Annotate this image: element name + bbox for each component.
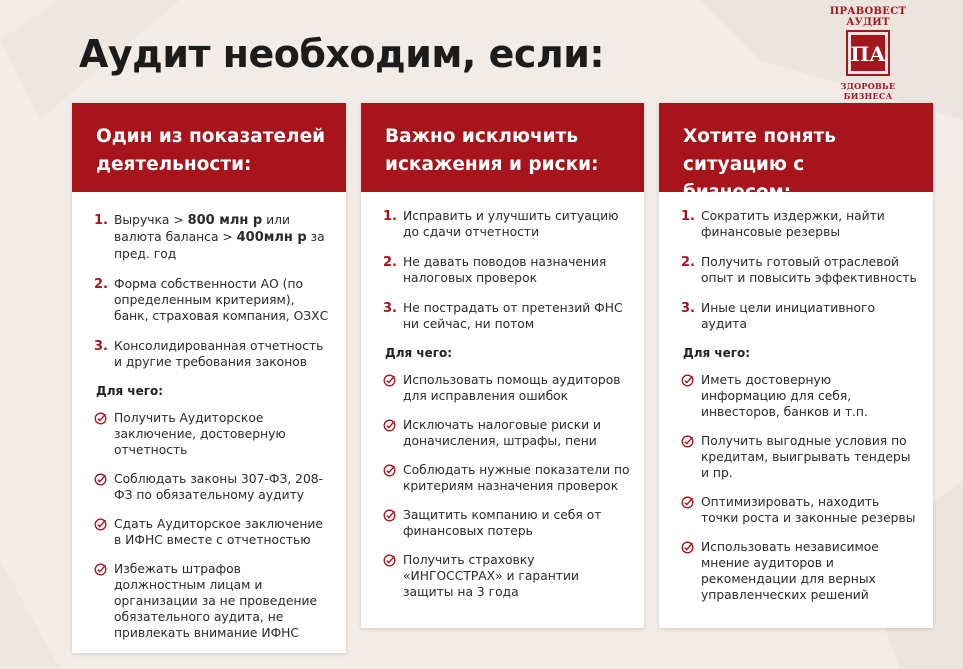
numbered-list bbox=[383, 208, 630, 332]
check-circle-icon bbox=[383, 462, 403, 494]
check-text: Иметь достоверную информацию для себя, инвесторов, банков и т.п. bbox=[701, 373, 868, 419]
check-circle-icon bbox=[94, 516, 114, 548]
check-item bbox=[94, 561, 332, 641]
check-circle-icon bbox=[94, 471, 114, 503]
check-text: Исключать налоговые риски и доначисления, штрафы, пени bbox=[403, 418, 601, 448]
check-circle-icon bbox=[94, 410, 114, 458]
check-text: Защитить компанию и себя от финансовых потерь bbox=[403, 508, 602, 538]
item-number: 3. bbox=[94, 339, 108, 354]
check-list bbox=[383, 372, 630, 600]
check-circle-icon bbox=[681, 494, 701, 526]
check-item bbox=[383, 462, 630, 494]
check-circle-icon bbox=[681, 372, 701, 420]
check-text: Использовать помощь аудиторов для исправления ошибок bbox=[403, 373, 621, 403]
card-header bbox=[72, 103, 346, 192]
check-text: Соблюдать нужные показатели по критериям назначения проверок bbox=[403, 463, 630, 493]
numbered-list bbox=[681, 208, 919, 332]
card-header bbox=[659, 103, 933, 203]
card-header bbox=[361, 103, 644, 192]
check-item bbox=[681, 433, 919, 481]
list-item bbox=[383, 254, 630, 286]
card-body bbox=[659, 192, 933, 603]
item-number: 2. bbox=[681, 255, 695, 270]
check-circle-icon bbox=[383, 507, 403, 539]
list-item bbox=[383, 208, 630, 240]
check-circle-icon bbox=[383, 552, 403, 600]
logo-mark-icon bbox=[846, 30, 890, 76]
for-what-label: Для чего: bbox=[683, 346, 751, 360]
card-body bbox=[361, 192, 644, 600]
check-text: Сдать Аудиторское заключение в ИФНС вместе с отчетностью bbox=[114, 517, 323, 547]
item-text: Не давать поводов назначения налоговых проверок bbox=[403, 255, 607, 285]
check-text: Получить страховку «ИНГОССТРАХ» и гарантии защиты на 3 года bbox=[403, 553, 579, 599]
list-item bbox=[94, 338, 332, 370]
check-item bbox=[94, 471, 332, 503]
card-indicators bbox=[72, 103, 346, 653]
numbered-list bbox=[94, 212, 332, 370]
item-text: Форма собственности АО (по определенным критериям), банк, страховая компания, ОЗХС bbox=[114, 277, 329, 323]
logo-line-2: АУДИТ bbox=[846, 17, 890, 28]
check-item bbox=[94, 410, 332, 458]
list-item bbox=[94, 212, 332, 262]
item-number: 1. bbox=[681, 209, 695, 224]
item-text: Исправить и улучшить ситуацию до сдачи отчетности bbox=[403, 209, 619, 239]
check-circle-icon bbox=[681, 539, 701, 603]
card-header-line: деятельности: bbox=[96, 154, 252, 175]
check-list bbox=[681, 372, 919, 603]
check-text: Оптимизировать, находить точки роста и законные резервы bbox=[701, 495, 916, 525]
check-item bbox=[94, 516, 332, 548]
check-text: Соблюдать законы 307-ФЗ, 208-ФЗ по обязательному аудиту bbox=[114, 472, 324, 502]
item-text: Получить готовый отраслевой опыт и повысить эффективность bbox=[701, 255, 917, 285]
for-what-label: Для чего: bbox=[96, 384, 164, 398]
check-text: Избежать штрафов должностным лицам и организации за не проведение обязательного аудита, не привлекать внимание ИФНС bbox=[114, 562, 318, 640]
check-item bbox=[681, 494, 919, 526]
page-title: Аудит необходим, если: bbox=[79, 32, 605, 76]
check-item bbox=[383, 372, 630, 404]
item-number: 1. bbox=[94, 213, 108, 228]
check-circle-icon bbox=[681, 433, 701, 481]
item-text: Сократить издержки, найти финансовые резервы bbox=[701, 209, 885, 239]
check-circle-icon bbox=[383, 417, 403, 449]
check-text: Получить Аудиторское заключение, достоверную отчетность bbox=[114, 411, 286, 457]
list-item bbox=[681, 300, 919, 332]
item-text: Не пострадать от претензий ФНС ни сейчас, ни потом bbox=[403, 301, 623, 331]
check-item bbox=[681, 539, 919, 603]
check-circle-icon bbox=[383, 372, 403, 404]
check-circle-icon bbox=[94, 561, 114, 641]
item-number: 2. bbox=[94, 277, 108, 292]
check-item bbox=[383, 417, 630, 449]
logo-line-1: ПРАВОВЕСТ bbox=[829, 6, 907, 17]
item-number: 2. bbox=[383, 255, 397, 270]
item-text: Консолидированная отчетность и другие требования законов bbox=[114, 339, 324, 369]
check-item bbox=[383, 552, 630, 600]
item-number: 1. bbox=[383, 209, 397, 224]
list-item bbox=[681, 208, 919, 240]
item-text: Иные цели инициативного аудита bbox=[701, 301, 875, 331]
logo-mark-text: ПА bbox=[850, 42, 886, 66]
card-header-line: Хотите понять bbox=[683, 126, 836, 147]
company-logo bbox=[818, 6, 918, 101]
card-business bbox=[659, 103, 933, 628]
check-item bbox=[383, 507, 630, 539]
card-header-line: Важно исключить bbox=[385, 126, 579, 147]
item-number: 3. bbox=[383, 301, 397, 316]
card-header-line: искажения и риски: bbox=[385, 154, 599, 175]
check-list bbox=[94, 410, 332, 641]
list-item bbox=[383, 300, 630, 332]
list-item bbox=[94, 276, 332, 324]
item-text: Выручка > 800 млн р или валюта баланса > 400млн р за пред. год bbox=[114, 213, 325, 261]
item-number: 3. bbox=[681, 301, 695, 316]
check-text: Использовать независимое мнение аудиторов и рекомендации для верных управленческих решений bbox=[701, 540, 879, 602]
list-item bbox=[681, 254, 919, 286]
for-what-label: Для чего: bbox=[385, 346, 453, 360]
check-text: Получить выгодные условия по кредитам, выигрывать тендеры и пр. bbox=[701, 434, 911, 480]
card-risks bbox=[361, 103, 644, 628]
logo-tagline: ЗДОРОВЬЕ БИЗНЕСА bbox=[840, 81, 896, 101]
card-header-line: ситуацию с бизнесом: bbox=[683, 154, 805, 203]
check-item bbox=[681, 372, 919, 420]
card-body bbox=[72, 192, 346, 641]
card-header-line: Один из показателей bbox=[96, 126, 326, 147]
